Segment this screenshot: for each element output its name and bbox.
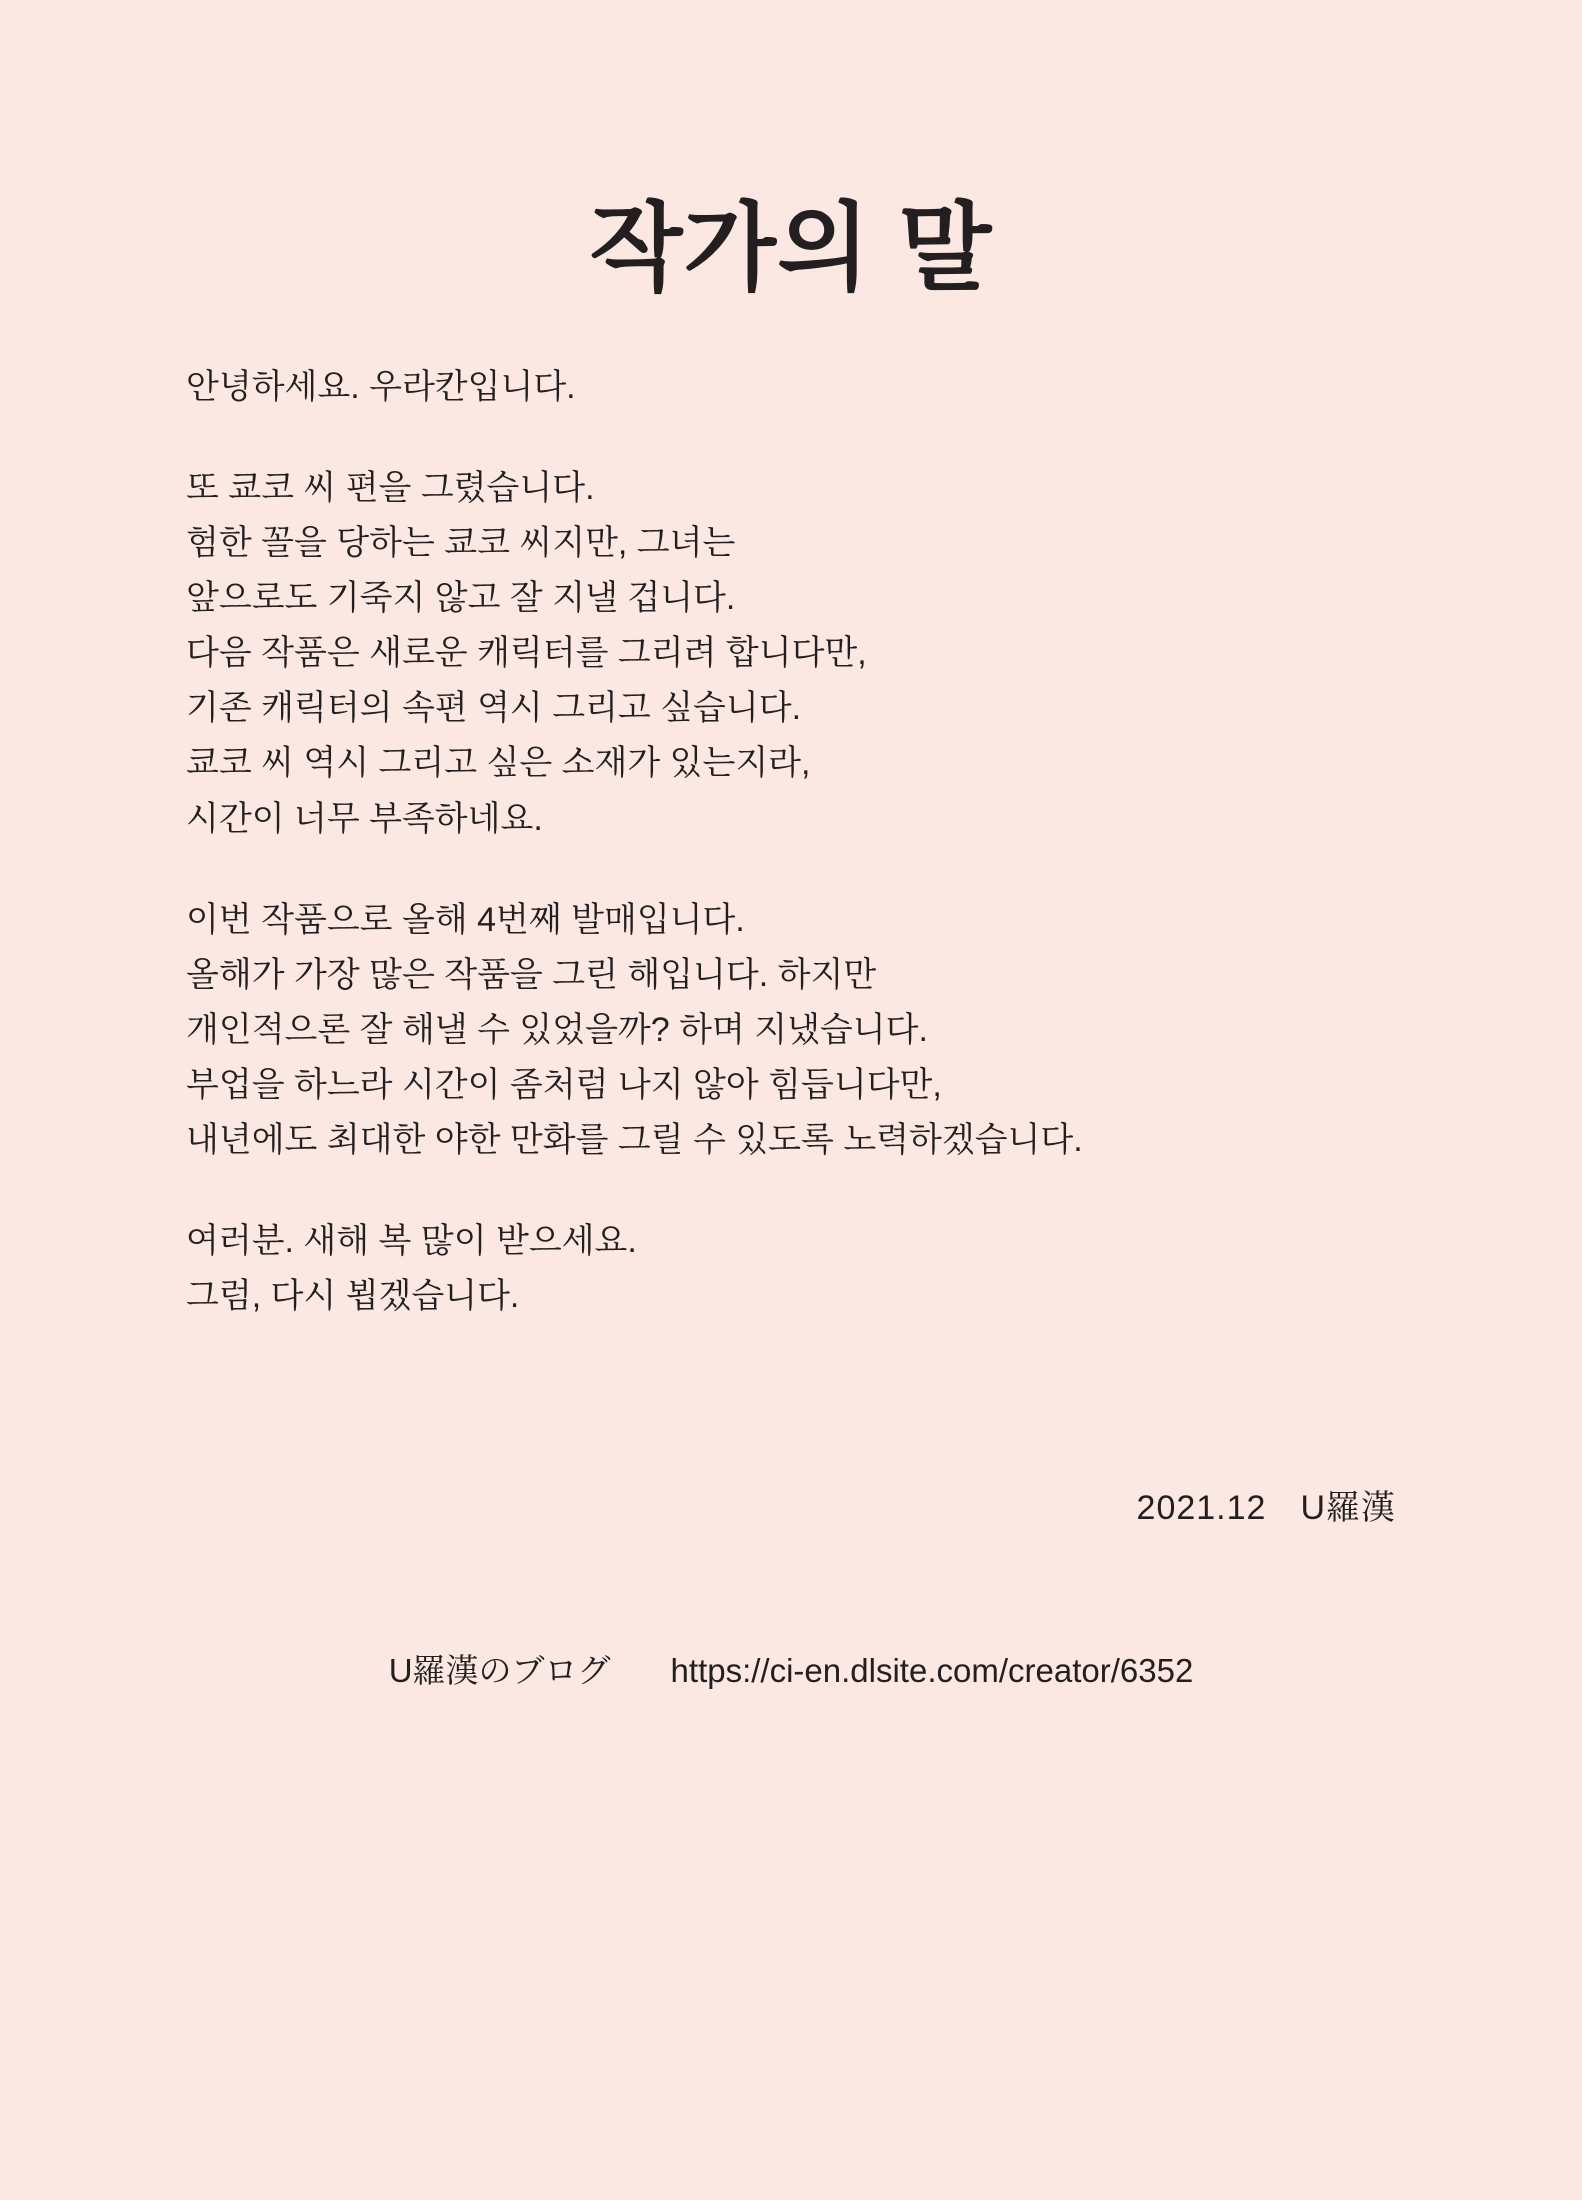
text-line: 이번 작품으로 올해 4번째 발매입니다. <box>186 900 745 939</box>
blog-label: U羅漢のブログ <box>388 1652 611 1689</box>
page-title: 작가의 말 <box>589 195 993 303</box>
text-line: 다음 작품은 새로운 캐릭터를 그리려 합니다만, <box>186 634 867 673</box>
signature <box>1137 1480 1396 1529</box>
text-line: 또 쿄코 씨 편을 그렸습니다. <box>186 469 595 508</box>
afterword-body <box>186 360 1446 1324</box>
paragraph-closing <box>186 1214 1446 1324</box>
blog-url-link[interactable]: https://ci-en.dlsite.com/creator/6352 <box>670 1652 1194 1689</box>
text-line: 앞으로도 기죽지 않고 잘 지낼 겁니다. <box>186 579 736 618</box>
text-line: 기존 캐릭터의 속편 역시 그리고 싶습니다. <box>186 689 802 728</box>
footer <box>0 1645 1582 1692</box>
text-line: 개인적으론 잘 해낼 수 있었을까? 하며 지냈습니다. <box>186 1010 928 1049</box>
signature-author: U羅漢 <box>1300 1489 1396 1527</box>
text-line: 여러분. 새해 복 많이 받으세요. <box>186 1222 637 1261</box>
text-line: 안녕하세요. 우라칸입니다. <box>186 368 576 406</box>
text-line: 부업을 하느라 시간이 좀처럼 나지 않아 힘듭니다만, <box>186 1065 942 1104</box>
paragraph-about-work <box>186 461 1446 847</box>
text-line: 시간이 너무 부족하네요. <box>186 799 543 838</box>
text-line: 내년에도 최대한 야한 만화를 그릴 수 있도록 노력하겠습니다. <box>186 1120 1083 1159</box>
text-line: 올해가 가장 많은 작품을 그린 해입니다. 하지만 <box>186 955 877 994</box>
paragraph-year-summary <box>186 893 1446 1168</box>
text-line: 험한 꼴을 당하는 쿄코 씨지만, 그녀는 <box>186 524 736 563</box>
paragraph-greeting <box>186 360 1446 415</box>
text-line: 그럼, 다시 뵙겠습니다. <box>186 1277 520 1316</box>
signature-date: 2021.12 <box>1136 1489 1267 1527</box>
text-line: 쿄코 씨 역시 그리고 싶은 소재가 있는지라, <box>186 744 811 783</box>
